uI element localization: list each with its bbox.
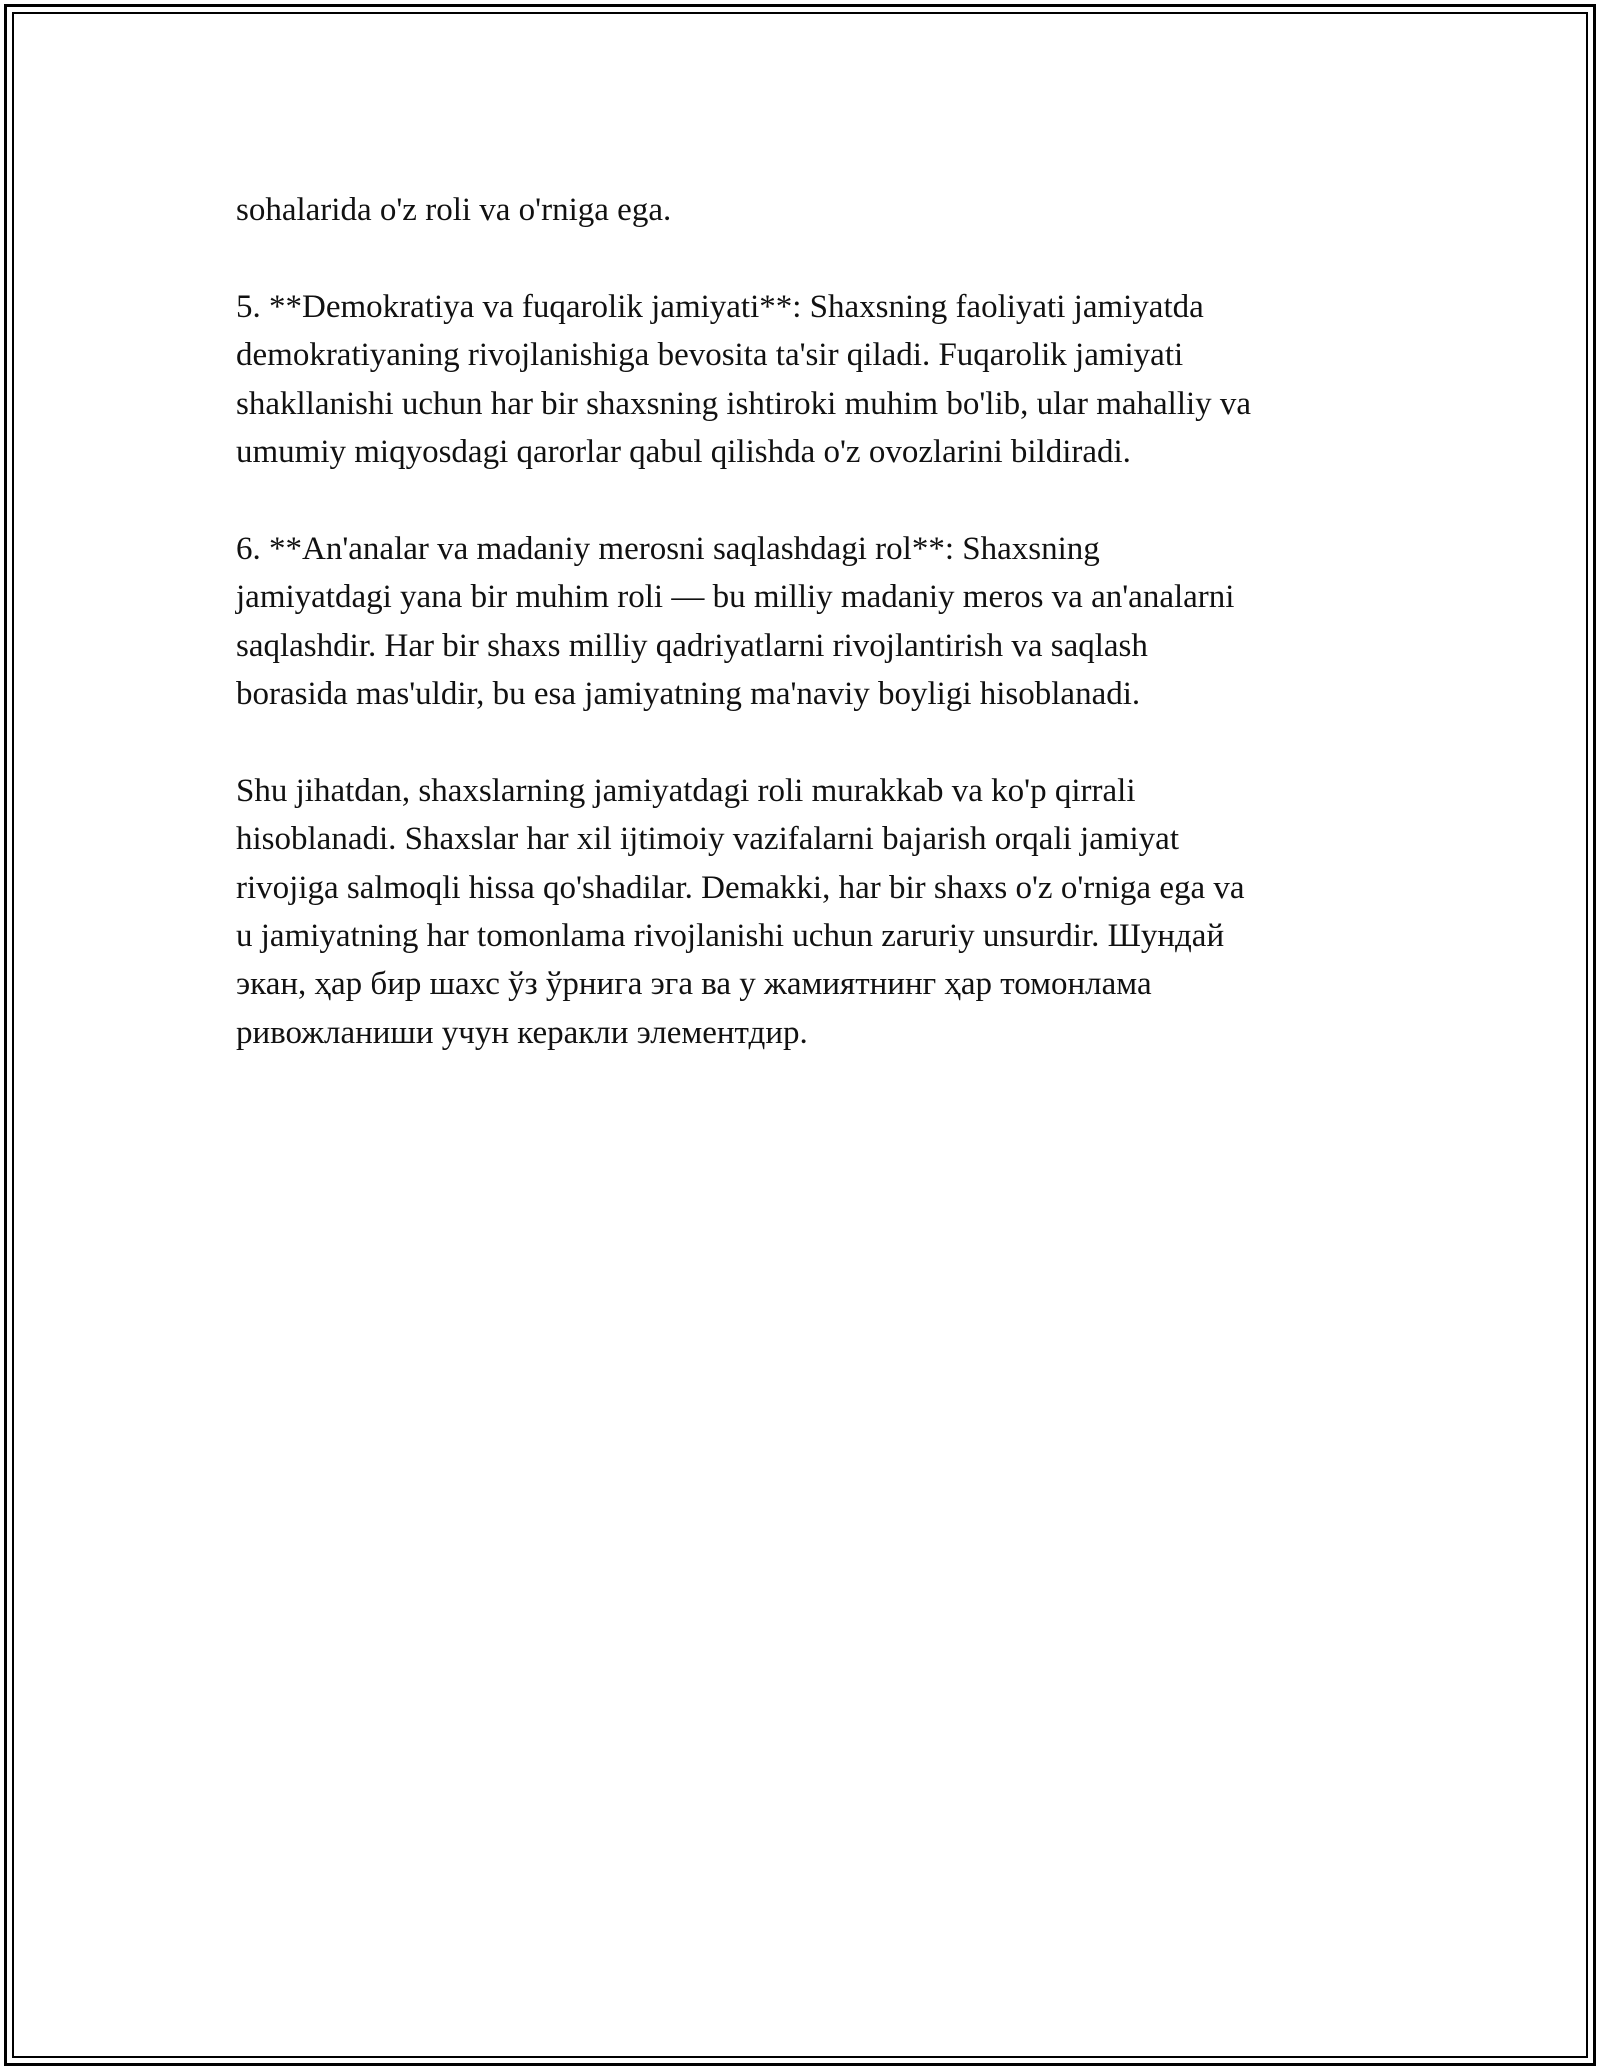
document-body — [236, 186, 1376, 1106]
paragraph-continuation: sohalarida o'z roli va o'rniga ega. — [236, 192, 672, 228]
paragraph-conclusion: Shu jihatdan, shaxslarning jamiyatdagi roli murakkab va ko'p qirrali hisoblanadi. Shaxslar har xil ijtimoiy vazifalarni bajarish orqali jamiyat rivojiga salmoqli hissa qo'shadilar. Demakki, har bir shaxs o'z o'rniga ega va u jamiyatning har tomonlama rivojlanishi uchun zaruriy unsurdir. Шундай экан, ҳар бир шахс ўз ўрнига эга ва у жамиятнинг ҳар томонлама ривожланиши учун керакли элементдир. — [236, 772, 1245, 1051]
paragraph-traditions: 6. **An'analar va madaniy merosni saqlashdagi rol**: Shaxsning jamiyatdagi yana bir muhim roli — bu milliy madaniy meros va an'analarni saqlashdir. Har bir shaxs milliy qadriyatlarni rivojlantirish va saqlash borasida mas'uldir, bu esa jamiyatning ma'naviy boyligi hisoblanadi. — [236, 530, 1235, 713]
paragraph-democracy: 5. **Demokratiya va fuqarolik jamiyati**: Shaxsning faoliyati jamiyatda demokratiyaning rivojlanishiga bevosita ta'sir qiladi. Fuqarolik jamiyati shakllanishi uchun har bir shaxsning ishtiroki muhim bo'lib, ular mahalliy va umumiy miqyosdagi qarorlar qabul qilishda o'z ovozlarini bildiradi. — [236, 288, 1252, 471]
